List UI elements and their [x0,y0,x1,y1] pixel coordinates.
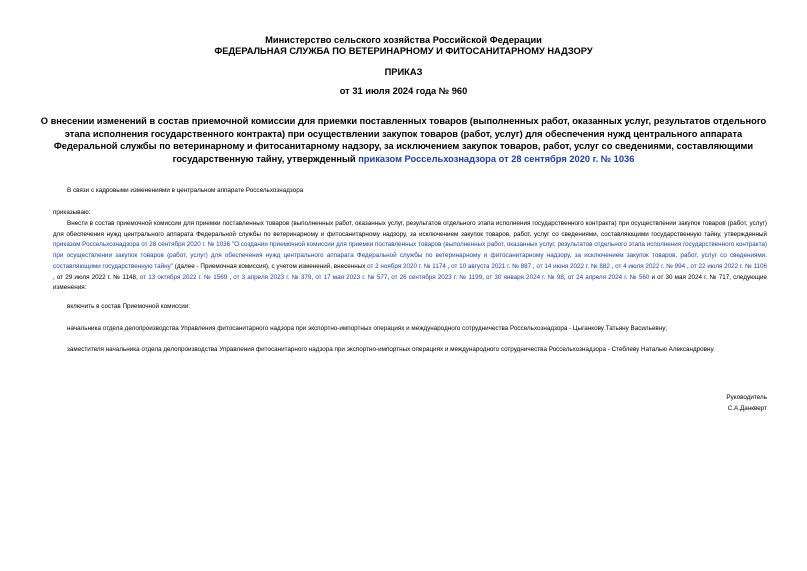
amendment-text-g: , от 29 июля 2022 г. № 1148, [53,273,140,281]
signature-block [726,393,767,414]
link-order-994[interactable]: от 4 июля 2022 г. № 994 [615,262,686,270]
document-date: от 31 июля 2024 года № 960 [339,86,468,96]
paragraph-reason [53,186,767,197]
separator: , [482,273,486,281]
amendment-text-m: и от 30 мая 2024 г. № 717, следующие изменения: [53,273,768,292]
link-order-1106[interactable]: от 22 июля 2022 г. № 1106 [690,262,768,270]
separator: , [445,262,452,270]
ministry-name: Министерство сельского хозяйства Российской Федерации [265,35,542,45]
paragraph-member-2: заместителя начальника отдела делопроизводства Управления фитосанитарного надзора при экспортно-импортных операциях и международного сотрудничества Россельхознадзора - Стеблеву Наталью Александровну. [67,346,715,353]
amendment-text-b: (далее - Приемочная комиссия), с учетом изменений, внесенных [173,262,368,270]
separator: , [531,262,537,270]
document-title [40,115,767,165]
separator: , [563,273,568,281]
reason-text: В связи с кадровыми изменениями в центральном аппарате Россельхознадзора [67,187,304,194]
signature-role: Руководитель [726,394,767,401]
link-order-1569[interactable]: от 13 октября 2022 г. № 1569 [139,273,228,281]
link-order-577[interactable]: от 17 мая 2023 г. № 577 [315,273,388,281]
service-name: ФЕДЕРАЛЬНАЯ СЛУЖБА ПО ВЕТЕРИНАРНОМУ И ФИТОСАНИТАРНОМУ НАДЗОРУ [214,46,593,56]
link-order-1199[interactable]: от 26 сентября 2023 г. № 1199 [391,273,483,281]
link-order-560[interactable]: от 24 апреля 2024 г. № 560 [567,273,650,281]
link-order-887[interactable]: от 10 августа 2021 г. № 887 [451,262,532,270]
paragraph-amendment [53,219,767,294]
order-word: приказываю: [53,209,91,216]
link-order-379[interactable]: от 3 апреля 2023 г. № 379 [233,273,312,281]
separator: , [311,273,316,281]
title-link[interactable]: приказом Россельхознадзора от 28 сентября 2020 г. № 1036 [358,153,635,164]
document-type: ПРИКАЗ [384,67,423,77]
link-order-882[interactable]: от 14 июня 2022 г. № 882 [536,262,610,270]
paragraph-member-1: начальника отдела делопроизводства Управления фитосанитарного надзора при экспортно-импортных операциях и международного сотрудничества Россельхознадзора - Цыганкову Татьяну Васильевну; [67,325,668,332]
paragraph-include: включить в состав Приемочной комиссии: [67,303,191,310]
separator: , [387,273,392,281]
separator: , [685,262,691,270]
amendment-text: Внести в состав приемочной комиссии для приемки поставленных товаров (выполненных работ, оказанных услуг, результатов отдельного этапа исполнения государственного контракта) при осуществлении закупок товаров (работ, услуг) для обеспечения нужд центрального аппарата Федеральной службы по ветеринарному и фитосанитарному надзору, за исключением закупок товаров, работ, услуг со сведениями, составляющими государственную тайну, утвержденный [53,220,767,238]
link-order-1036[interactable]: приказом Россельхознадзора от 28 сентября 2020 г. № 1036 "О создании приемочной комиссии для приемки поставленных товаров (выполненных работ, оказанных услуг, результатов отдельного этапа исполнения государственного контракта) при осуществлении закупок товаров (работ, услуг) для обеспечения нужд центрального аппарата Федеральной службы по ветеринарному и фитосанитарному надзору, за исключением закупок товаров, работ, услуг со сведениями, составляющими государственную тайну" [53,241,767,270]
paragraph-order [53,208,767,219]
signature-name: С.А.Данкверт [727,404,767,412]
link-order-98[interactable]: от 30 января 2024 г. № 98 [485,273,564,281]
link-order-1174[interactable]: от 2 ноября 2020 г. № 1174 [367,262,446,270]
separator: , [227,273,234,281]
title-text: О внесении изменений в состав приемочной комиссии для приемки поставленных товаров (выполненных работ, оказанных услуг, результатов отдельного этапа исполнения государственного контракта) при осуществлении закупок товаров (работ, услуг) для обеспечения нужд центрального аппарата Федеральной службы по ветеринарному и фитосанитарному надзору, за исключением закупок товаров, работ, услуг со сведениями, составляющими государственную тайну, утвержденный [40,116,767,164]
separator: , [609,262,616,270]
